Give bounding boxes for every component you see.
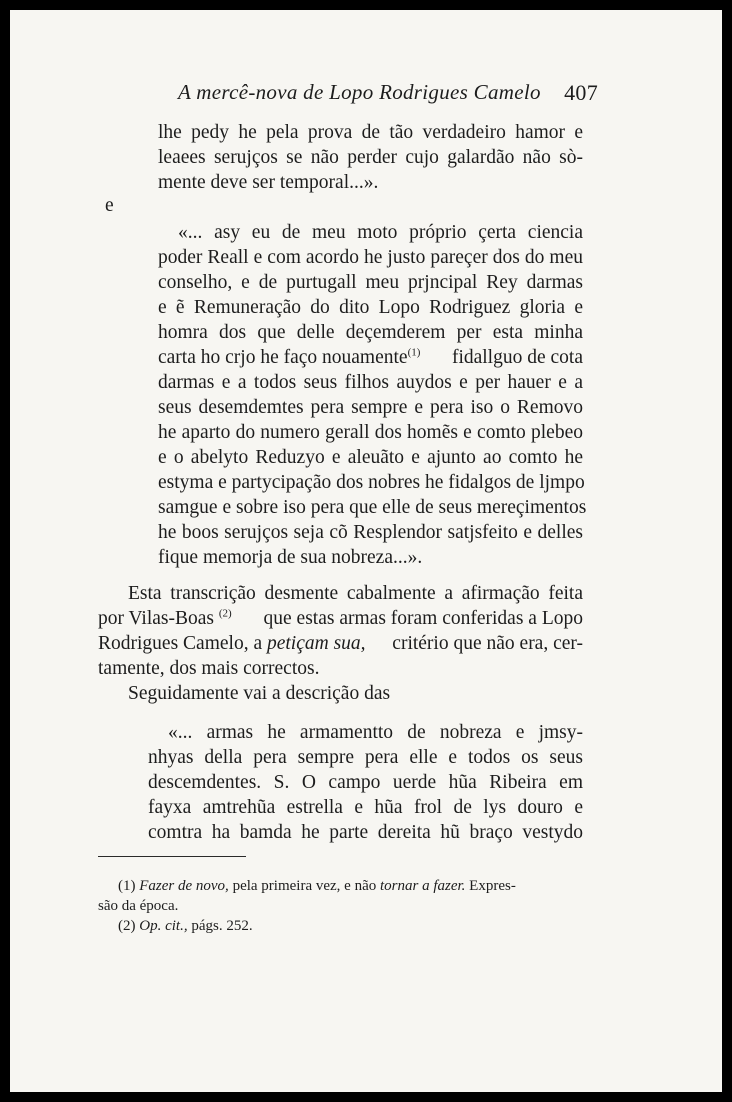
footnote-rule (98, 856, 246, 857)
quote-line: poder Reall e com acordo he justo pareçer dos do meu (158, 247, 583, 268)
quote-line: e ẽ Remuneração do dito Lopo Rodriguez gloria e (158, 297, 583, 318)
body-text: por Vilas-Boas (98, 608, 215, 629)
footnote-text: pela primeira vez, e não (232, 878, 377, 894)
quote-line-tail: fidallguo de cota (451, 347, 583, 368)
body-text: Rodrigues Camelo, a (98, 633, 263, 654)
footnote-italic: Op. cit., (139, 918, 188, 934)
quote-line: darmas e a todos seus filhos auydos e per hauer e a (158, 372, 583, 393)
page-number: 407 (564, 80, 598, 105)
quote-line: lhe pedy he pela prova de tão verdadeiro hamor e (158, 122, 583, 143)
quote-line: e o abelyto Reduzyo e aleuãto e ajunto ao comto he (158, 447, 583, 468)
body-line: Seguidamente vai a descrição das (128, 683, 391, 704)
footnote-ref-2: (2) (218, 607, 232, 620)
margin-letter: e (105, 195, 114, 216)
quote-line: descemdentes. S. O campo uerde hũa Ribeira em (148, 772, 583, 793)
running-header (178, 80, 598, 110)
footnote-number: (1) (118, 878, 136, 894)
quote-line: mente deve ser temporal...». (158, 172, 379, 193)
quote-line: he boos serujços seja cõ Resplendor satjsfeito e delles (158, 522, 583, 543)
quote-line: leaees serujços se não perder cujo galardão não sò- (158, 147, 583, 168)
quote-line: «... asy eu de meu moto próprio çerta ciencia (178, 222, 583, 243)
quote-line: «... armas he armamentto de nobreza e jmsy- (168, 722, 583, 743)
book-page (10, 10, 722, 1092)
quote-line: fayxa amtrehũa estrella e hũa frol de lys douro e (148, 797, 583, 818)
body-line: Esta transcrição desmente cabalmente a afirmação feita (128, 583, 583, 604)
quote-line: seus desemdemtes pera sempre e pera iso o Removo (158, 397, 583, 418)
quote-line: comtra ha bamda he parte dereita hũ braço vestydo (148, 822, 583, 843)
quote-line: estyma e partycipação dos nobres he fidalgos de ljmpo (158, 472, 585, 493)
footnote-1-cont: são da época. (98, 898, 179, 914)
footnote-text: págs. 252. (191, 918, 253, 934)
footnote-italic: Fazer de novo, (139, 878, 229, 894)
quote-line: homra dos que delle deçemderem per esta minha (158, 322, 583, 343)
quote-line (158, 345, 583, 370)
quote-line: fique memorja de sua nobreza...». (158, 547, 423, 568)
footnote-text: Expres- (469, 878, 516, 894)
footnote-2 (118, 916, 253, 936)
body-text: critério que não era, cer- (392, 633, 583, 654)
footnote-1 (118, 876, 583, 896)
footnote-number: (2) (118, 918, 136, 934)
quote-line: nhyas della pera sempre pera elle e todos os seus (148, 747, 583, 768)
body-line (98, 631, 583, 656)
running-title: A mercê-nova de Lopo Rodrigues Camelo (178, 80, 541, 104)
body-line: tamente, dos mais correctos. (98, 658, 320, 679)
body-italic: petiçam sua, (266, 633, 366, 654)
body-line (98, 606, 583, 631)
quote-line: samgue e sobre iso pera que elle de seus mereçimentos (158, 497, 587, 518)
quote-line: he aparto do numero gerall dos homẽs e comto plebeo (158, 422, 583, 443)
body-text: que estas armas foram conferidas a Lopo (263, 608, 583, 629)
quote-line: conselho, e de purtugall meu prjncipal Rey darmas (158, 272, 583, 293)
quote-line-text: carta ho crjo he faço nouamente (158, 347, 408, 368)
footnote-ref-1: (1) (407, 346, 421, 359)
footnote-italic: tornar a fazer. (379, 878, 466, 894)
